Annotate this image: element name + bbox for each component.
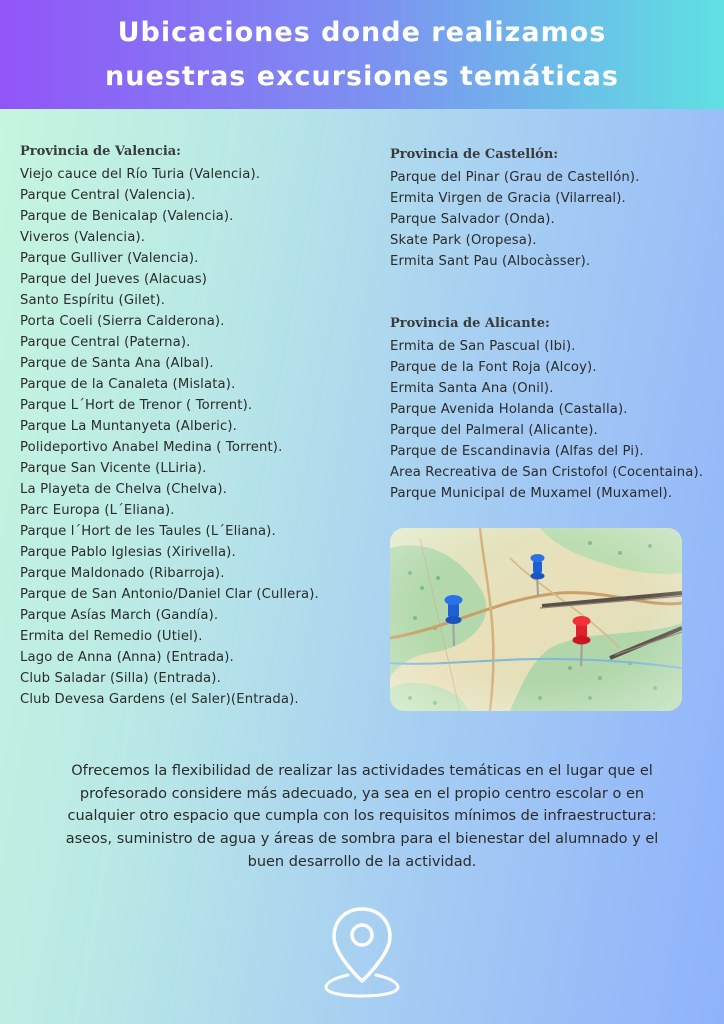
list-item: Parque Central (Paterna). <box>20 335 191 350</box>
list-item: Parque del Jueves (Alacuas) <box>20 272 208 287</box>
list-item: Parque l´Hort de les Taules (L´Eliana). <box>20 524 276 539</box>
right-column <box>390 146 720 504</box>
list-item: Area Recreativa de San Cristofol (Cocentaina). <box>390 465 704 480</box>
page-title: Ubicaciones donde realizamos nuestras excursiones temáticas <box>105 16 619 92</box>
list-item: Parque del Palmeral (Alicante). <box>390 423 598 438</box>
list-item: Parque Municipal de Muxamel (Muxamel). <box>390 486 673 501</box>
valencia-list <box>20 164 360 710</box>
list-item: Parque del Pinar (Grau de Castellón). <box>390 170 640 185</box>
list-item: Parque Avenida Holanda (Castalla). <box>390 402 628 417</box>
list-item: Ermita de San Pascual (Ibi). <box>390 339 576 354</box>
list-item: Ermita Virgen de Gracia (Vilarreal). <box>390 191 626 206</box>
valencia-heading: Provincia de Valencia: <box>20 144 181 159</box>
list-item: La Playeta de Chelva (Chelva). <box>20 482 227 497</box>
list-item: Club Devesa Gardens (el Saler)(Entrada). <box>20 692 299 707</box>
list-item: Parque L´Hort de Trenor ( Torrent). <box>20 398 253 413</box>
location-pin-icon <box>322 903 402 999</box>
list-item: Parque de San Antonio/Daniel Clar (Cullera). <box>20 587 319 602</box>
list-item: Ermita Santa Ana (Onil). <box>390 381 554 396</box>
list-item: Parque La Muntanyeta (Alberic). <box>20 419 237 434</box>
list-item: Parque Salvador (Onda). <box>390 212 555 227</box>
list-item: Parque Pablo Iglesias (Xirivella). <box>20 545 236 560</box>
list-item: Viveros (Valencia). <box>20 230 146 245</box>
list-item: Porta Coeli (Sierra Calderona). <box>20 314 225 329</box>
header-banner <box>0 0 724 109</box>
list-item: Skate Park (Oropesa). <box>390 233 537 248</box>
alicante-heading: Provincia de Alicante: <box>390 316 550 331</box>
list-item: Parque Maldonado (Ribarroja). <box>20 566 225 581</box>
list-item: Viejo cauce del Río Turia (Valencia). <box>20 167 261 182</box>
list-item: Parque de Benicalap (Valencia). <box>20 209 234 224</box>
list-item: Santo Espíritu (Gilet). <box>20 293 166 308</box>
list-item: Parque Central (Valencia). <box>20 188 196 203</box>
list-item: Parque de la Canaleta (Mislata). <box>20 377 236 392</box>
list-item: Polideportivo Anabel Medina ( Torrent). <box>20 440 283 455</box>
map-with-pushpins-photo <box>390 528 682 711</box>
castellon-list <box>390 167 720 272</box>
list-item: Parque Gulliver (Valencia). <box>20 251 199 266</box>
list-item: Parc Europa (L´Eliana). <box>20 503 175 518</box>
list-item: Ermita Sant Pau (Albocàsser). <box>390 254 591 269</box>
list-item: Parque de Escandinavia (Alfas del Pi). <box>390 444 644 459</box>
list-item: Parque de la Font Roja (Alcoy). <box>390 360 597 375</box>
alicante-section <box>390 315 720 504</box>
list-item: Ermita del Remedio (Utiel). <box>20 629 203 644</box>
valencia-section <box>20 143 360 710</box>
alicante-list <box>390 336 720 504</box>
list-item: Parque San Vicente (LLiria). <box>20 461 207 476</box>
castellon-section <box>390 146 720 272</box>
footer-paragraph: Ofrecemos la flexibilidad de realizar las actividades temáticas en el lugar que el profesorado considere más adecuado, ya sea en el propio centro escolar o en cualquier otro espacio que cumpla con los requisitos mínimos de infraestructura: aseos, suministro de agua y áreas de sombra para el bienestar del alumnado y el buen desarrollo de la actividad. <box>65 763 659 870</box>
list-item: Club Saladar (Silla) (Entrada). <box>20 671 221 686</box>
list-item: Parque de Santa Ana (Albal). <box>20 356 214 371</box>
list-item: Parque Asías March (Gandía). <box>20 608 219 623</box>
list-item: Lago de Anna (Anna) (Entrada). <box>20 650 234 665</box>
castellon-heading: Provincia de Castellón: <box>390 147 559 162</box>
